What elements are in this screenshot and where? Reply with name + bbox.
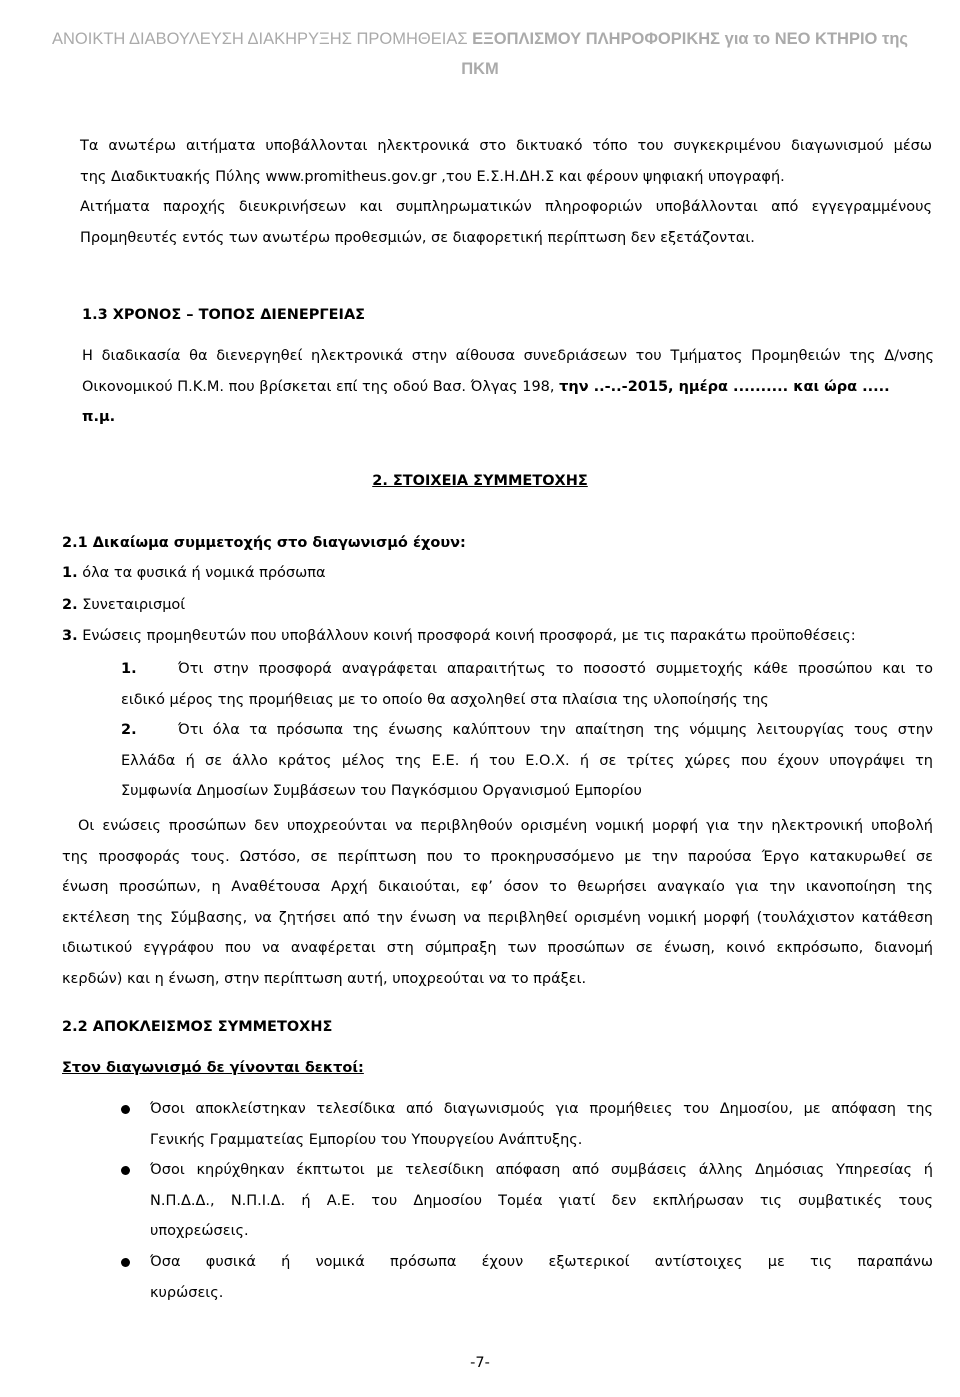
unions-paragraph: Οι ενώσεις προσώπων δεν υποχρεούνται να περιβληθούν ορισμένη νομική μορφή για την ηλεκτρονική υποβολή της προσφοράς τους. Ωστόσο, σε περίπτωση που το προκηρυσσόμενο με την παρούσα Έργο κατακυρωθεί σε ένωση προσώπων, η Αναθέτουσα Αρχή δικαιούται, εφ’ όσον το θεωρήσει αναγκαίο για την ικανοποίηση της εκτέλεση της Σύμβασης, να ζητήσει από την ένωση να περιβληθεί ορισμένη νομική μορφή (τουλάχιστον κατάθεση ιδιωτικού εγγράφου που να αναφέρεται στη σύμπραξη των προσώπων σε ένωση, κοινό εκπρόσωπο, διανομή κερδών) και η ένωση, στην περίπτωση αυτή, υποχρεούται να το πράξει. [62, 818, 933, 987]
header-line-1: ΑΝΟΙΚΤΗ ΔΙΑΒΟΥΛΕΥΣΗ ΔΙΑΚΗΡΥΞΗΣ ΠΡΟΜΗΘΕΙΑΣ ΕΞΟΠΛΙΣΜΟΥ ΠΛΗΡΟΦΟΡΙΚΗΣ για το ΝΕΟ ΚΤΗΡΙΟ της [51, 30, 908, 48]
bullet-icon [121, 1166, 130, 1175]
page-number: -7- [470, 1355, 490, 1371]
participant-item-3: 3. Ενώσεις προμηθευτών που υποβάλλουν κοινή προσφορά κοινή προσφορά, με τις παρακάτω προϋποθέσεις: [62, 628, 856, 644]
section-2-title: 2. ΣΤΟΙΧΕΙΑ ΣΥΜΜΕΤΟΧΗΣ [372, 473, 588, 489]
condition-1-number: 1. [121, 661, 137, 677]
section-1-3-body: Η διαδικασία θα διενεργηθεί ηλεκτρονικά στην αίθουσα συνεδριάσεων του Τμήματος Προμηθειών της Δ/νσης Οικονομικού Π.Κ.Μ. που βρίσκεται επί της οδού Βασ. Όλγας 198, την ..-..-2015, ημέρα .......... και ώρα ..... π.μ. [82, 348, 934, 425]
participant-item-1: 1. όλα τα φυσικά ή νομικά πρόσωπα [62, 565, 326, 581]
exclusion-item-3: Όσα φυσικά ή νομικά πρόσωπα έχουν εξωτερικοί αντίστοιχες με τις παραπάνω κυρώσεις. [150, 1254, 933, 1301]
header-line-2: ΠΚΜ [461, 60, 499, 78]
exclusion-item-2: Όσοι κηρύχθηκαν έκπτωτοι με τελεσίδικη απόφαση από συμβάσεις άλλης Δημόσιας Υπηρεσίας ή Ν.Π.Δ.Δ., Ν.Π.Ι.Δ. ή Α.Ε. του Δημοσίου Τομέα γιατί δεν εκπλήρωσαν τις συμβατικές τους υποχρεώσεις. [150, 1162, 933, 1239]
section-1-3-title: 1.3 ΧΡΟΝΟΣ – ΤΟΠΟΣ ΔΙΕΝΕΡΓΕΙΑΣ [82, 307, 366, 323]
condition-2-number: 2. [121, 722, 137, 738]
exclusion-item-1: Όσοι αποκλείστηκαν τελεσίδικα από διαγωνισμούς για προμήθειες του Δημοσίου, με απόφαση της Γενικής Γραμματείας Εμπορίου του Υπουργείου Ανάπτυξης. [150, 1101, 933, 1148]
intro-paragraph-1: Τα ανωτέρω αιτήματα υποβάλλονται ηλεκτρονικά στο δικτυακό τόπο του συγκεκριμένου διαγωνισμού μέσω της Διαδικτυακής Πύλης www.promitheus.gov.gr ,του Ε.Σ.Η.ΔΗ.Σ και φέρουν ψηφιακή υπογραφή. [80, 138, 932, 185]
bullet-icon [121, 1105, 130, 1114]
section-2-1-title: 2.1 Δικαίωμα συμμετοχής στο διαγωνισμό έχουν: [62, 535, 466, 551]
condition-2: Ότι όλα τα πρόσωπα της ένωσης καλύπτουν την απαίτηση της νόμιμης λειτουργίας τους στην Ελλάδα ή σε άλλο κράτος μέλος της Ε.Ε. ή του Ε.Ο.Χ. ή σε τρίτες χώρες που έχουν υπογράψει τη Συμφωνία Δημοσίων Συμβάσεων του Παγκόσμιου Οργανισμού Εμπορίου [121, 722, 933, 799]
bullet-icon [121, 1258, 130, 1267]
document-header [20, 24, 940, 84]
condition-1: Ότι στην προσφορά αναγράφεται απαραιτήτως το ποσοστό συμμετοχής κάθε προσώπου και το ειδικό μέρος της προμήθειας με το οποίο θα ασχοληθεί στα πλαίσια της υλοποίησής της [121, 661, 933, 708]
section-2-2-subtitle: Στον διαγωνισμό δε γίνονται δεκτοί: [62, 1060, 364, 1076]
section-2-2-title: 2.2 ΑΠΟΚΛΕΙΣΜΟΣ ΣΥΜΜΕΤΟΧΗΣ [62, 1019, 333, 1035]
participant-item-2: 2. Συνεταιρισμοί [62, 597, 186, 613]
intro-paragraph-2: Αιτήματα παροχής διευκρινήσεων και συμπληρωματικών πληροφοριών υποβάλλονται από εγγεγραμμένους Προμηθευτές εντός των ανωτέρω προθεσμιών, σε διαφορετική περίπτωση δεν εξετάζονται. [80, 199, 932, 246]
